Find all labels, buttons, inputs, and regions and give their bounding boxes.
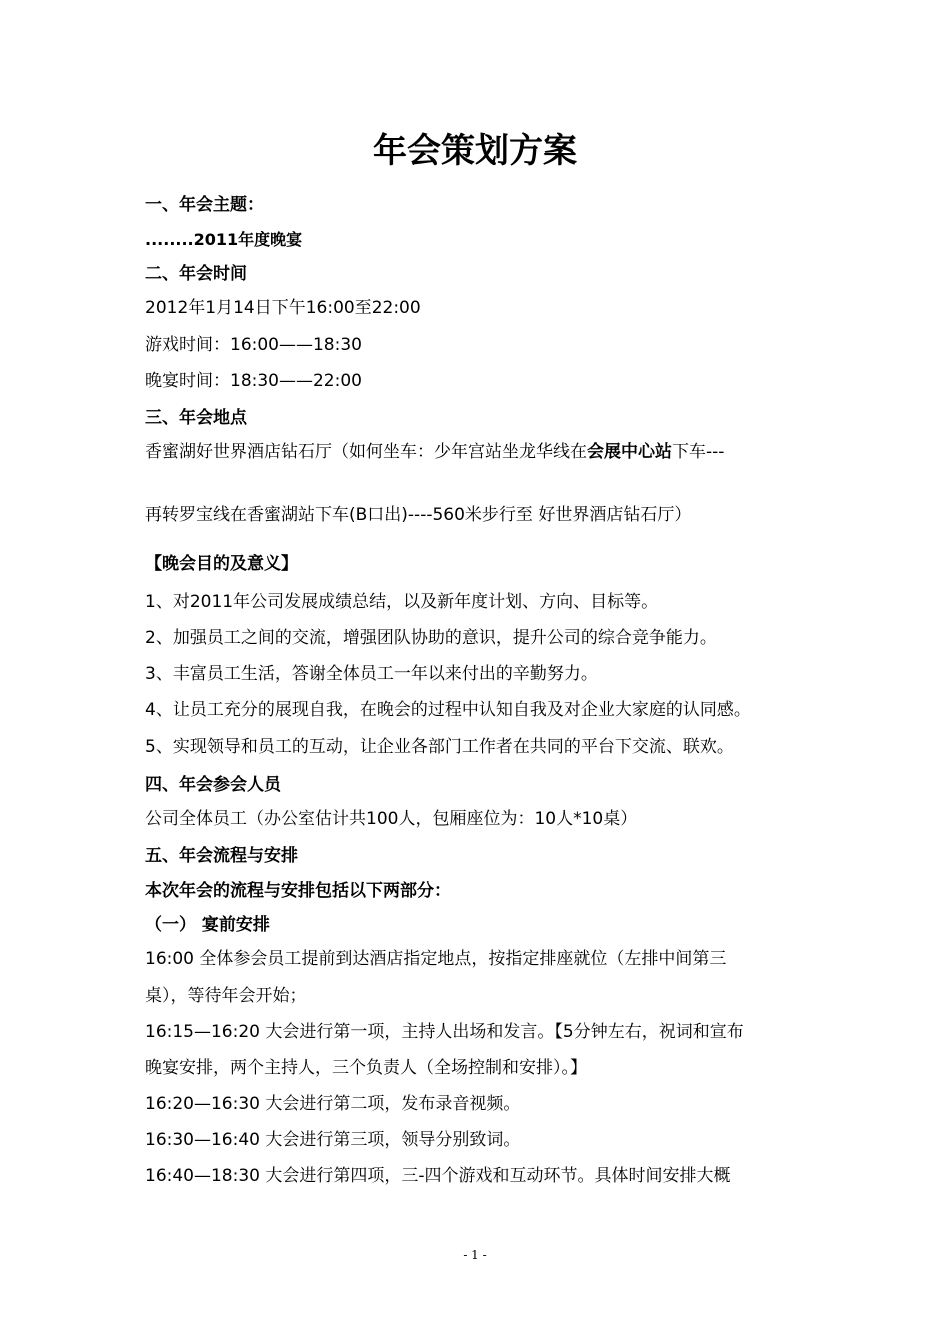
location-line-2: 再转罗宝线在香蜜湖站下车(B口出)----560米步行至 好世界酒店钻石厅）	[145, 505, 692, 525]
attendees-text: 公司全体员工（办公室估计共100人，包厢座位为：10人*10桌）	[145, 809, 638, 829]
location-line-1	[145, 439, 724, 465]
page-number: - 1 -	[463, 1248, 487, 1262]
heading-time: 二、年会时间	[145, 264, 247, 284]
heading-theme: 一、年会主题：	[145, 195, 264, 215]
schedule-item-3: 16:20—16:30 大会进行第二项，发布录音视频。	[145, 1094, 521, 1114]
location-station: 会展中心站	[587, 442, 672, 462]
schedule-item-5: 16:40—18:30 大会进行第四项，三-四个游戏和互动环节。具体时间安排大概	[145, 1166, 731, 1186]
schedule-item-4: 16:30—16:40 大会进行第三项，领导分别致词。	[145, 1130, 521, 1150]
document-title: 年会策划方案	[373, 131, 577, 171]
location-text-b: 下车---	[672, 442, 725, 462]
heading-schedule: 五、年会流程与安排	[145, 846, 298, 866]
heading-attendees: 四、年会参会人员	[145, 775, 281, 795]
location-text-a: 香蜜湖好世界酒店钻石厅（如何坐车：少年宫站坐龙华线在	[145, 442, 587, 462]
purpose-item-3: 3、丰富员工生活，答谢全体员工一年以来付出的辛勤努力。	[145, 664, 598, 684]
theme-text: ........2011年度晚宴	[145, 230, 303, 249]
time-date: 2012年1月14日下午16:00至22:00	[145, 298, 421, 318]
time-games: 游戏时间：16:00——18:30	[145, 335, 362, 355]
schedule-item-1a: 16:00 全体参会员工提前到达酒店指定地点，按指定排座就位（左排中间第三	[145, 949, 727, 969]
schedule-item-2b: 晚宴安排，两个主持人，三个负责人（全场控制和安排）。】	[145, 1058, 587, 1078]
schedule-item-2a: 16:15—16:20 大会进行第一项，主持人出场和发言。【5分钟左右，祝词和宣布	[145, 1022, 744, 1042]
purpose-item-5: 5、实现领导和员工的互动，让企业各部门工作者在共同的平台下交流、联欢。	[145, 737, 734, 757]
schedule-intro: 本次年会的流程与安排包括以下两部分：	[145, 881, 451, 901]
schedule-item-1b: 桌），等待年会开始；	[145, 986, 307, 1006]
subheading-pre-dinner: （一） 宴前安排	[145, 915, 270, 935]
heading-purpose: 【晚会目的及意义】	[145, 554, 298, 574]
heading-location: 三、年会地点	[145, 408, 247, 428]
time-dinner: 晚宴时间：18:30——22:00	[145, 371, 362, 391]
purpose-item-1: 1、对2011年公司发展成绩总结，以及新年度计划、方向、目标等。	[145, 592, 659, 612]
purpose-item-2: 2、加强员工之间的交流，增强团队协助的意识，提升公司的综合竞争能力。	[145, 628, 717, 648]
purpose-item-4: 4、让员工充分的展现自我，在晚会的过程中认知自我及对企业大家庭的认同感。	[145, 700, 751, 720]
